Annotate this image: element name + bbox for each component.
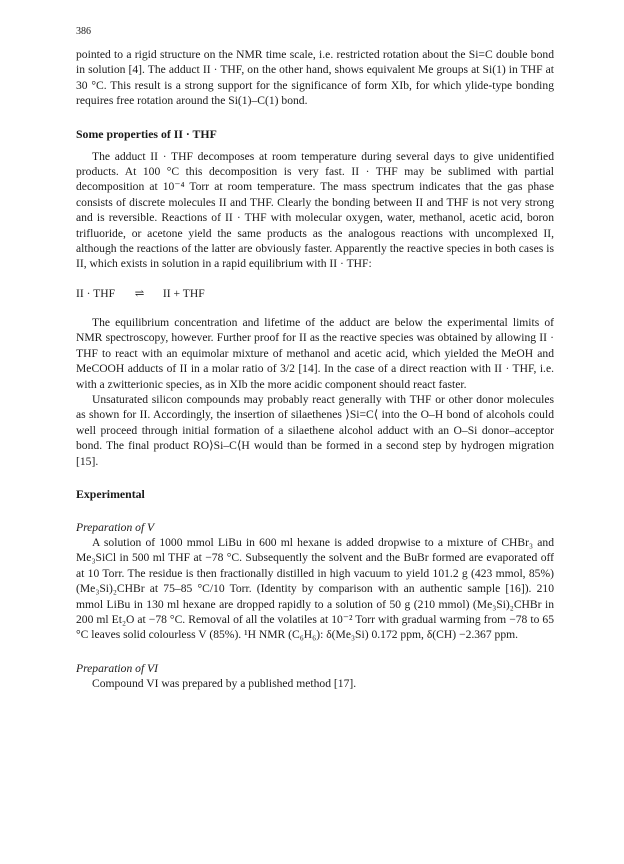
equation-left: II · THF (76, 286, 116, 300)
paragraph-nmr-structure: pointed to a rigid structure on the NMR time scale, i.e. restricted rotation about the Si=C double bond in solution [4]. The adduct II · THF, on the other hand, shows equivalent Me groups at Si(1) in THF at 30 °C. This result is a strong support for the significance of form XIb, for which ylide-type bonding requires free rotation around the Si(1)–C(1) bond. (76, 48, 554, 108)
journal-page (76, 26, 554, 691)
section-heading-experimental: Experimental (76, 486, 145, 501)
paragraph-equilibrium: The equilibrium concentration and lifetime of the adduct are below the experimental limits of NMR spectroscopy, however. Further proof for II as the reactive species was obtained by allowing II · THF to react with an equimolar mixture of methanol and acetic acid, which yielded the MeOH and MeCOOH adducts of II in a molar ratio of 3/2 [14]. In the case of a direct reaction with II · THF, i.e. with a zwitterionic species, as in XIb the more acidic component should react faster. (76, 315, 554, 391)
subheading-preparation-vi: Preparation of VI (76, 661, 159, 675)
paragraph-unsaturated-silicon: Unsaturated silicon compounds may probably react generally with THF or other donor molecules as shown for II. Accordingly, the insertion of silaethenes ⟩Si=C⟨ into the O–H bond of alcohols could well proceed through initial formation of a silaethene alcohol adduct with an O–Si donor–acceptor bond. The final product RO⟩Si–C⟨H would than be formed in a second step by hydrogen migration [15]. (76, 392, 554, 468)
equilibrium-equation (76, 286, 554, 301)
page-number: 386 (76, 26, 91, 37)
paragraph-preparation-vi: Compound VI was prepared by a published method [17]. (92, 676, 357, 690)
equilibrium-arrow-icon: ⇌ (134, 286, 144, 300)
subheading-preparation-v: Preparation of V (76, 520, 155, 534)
paragraph-preparation-v: A solution of 1000 mmol LiBu in 600 ml hexane is added dropwise to a mixture of CHBr₃ and Me₃SiCl in 500 ml THF at −78 °C. Subsequently the solvent and the BuBr formed are evaporated off at 10 Torr. The residue is then fractionally distilled in high vacuum to yield 101.2 g (423 mmol, 85%) (Me₃Si)₂CHBr at 75–85 °C/10 Torr. (Identity by comparison with an authentic sample [16]). 210 mmol LiBu in 130 ml hexane are dropped rapidly to a solution of 50 g (210 mmol) (Me₃Si)₂CHBr in 200 ml Et₂O at −78 °C. Removal of all the volatiles at 10⁻² Torr with gradual warming from −78 to 65 °C leaves solid colourless V (85%). ¹H NMR (C₆H₆): δ(Me₃Si) 0.172 ppm, δ(CH) −2.367 ppm. (76, 535, 554, 642)
section-heading-properties: Some properties of II · THF (76, 126, 217, 141)
paragraph-decomposition: The adduct II · THF decomposes at room temperature during several days to give unidentified products. At 100 °C this decomposition is very fast. II · THF may be sublimed with partial decomposition at 10⁻⁴ Torr at room temperature. The mass spectrum indicates that the gas phase consists of discrete molecules II and THF. Clearly the bonding between II and THF is not very strong and is reversible. Reactions of II · THF with molecular oxygen, water, methanol, acetic acid, boron trifluoride, or acetone yield the same products as the analogous reactions with uncomplexed II, although the reactions of the latter are obviously faster. Apparently the reactive species in both cases is II, which exists in solution in a rapid equilibrium with II · THF: (76, 149, 554, 271)
equation-right: II + THF (162, 286, 205, 300)
